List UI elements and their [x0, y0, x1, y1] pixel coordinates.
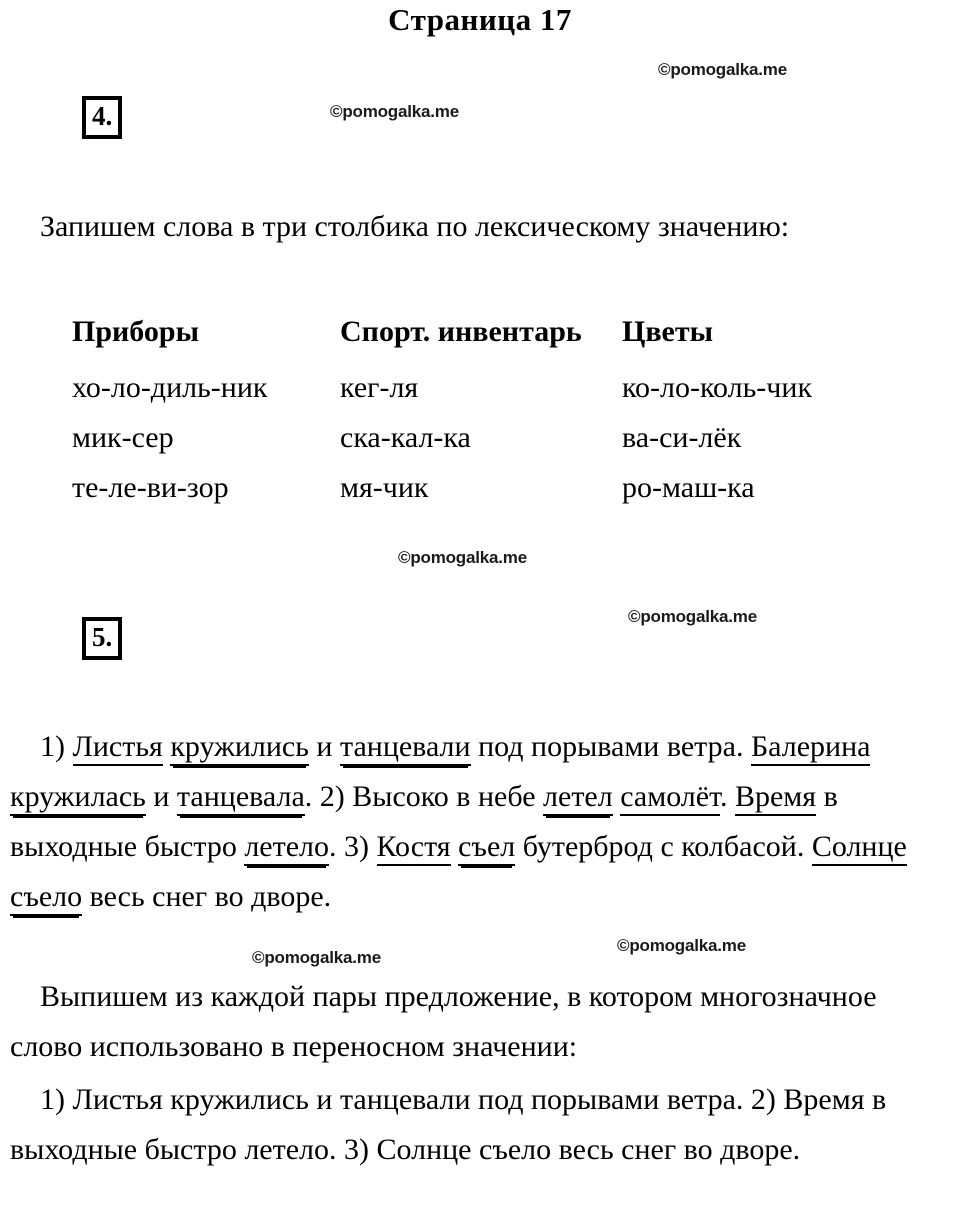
predicate-underline: танцевали	[340, 730, 471, 766]
exercise-number-4: 4.	[82, 96, 122, 139]
word-cell: ва-си-лёк	[622, 421, 742, 454]
subject-underline: Балерина	[751, 730, 871, 766]
page-title: Страница 17	[388, 2, 572, 37]
word-cell: те-ле-ви-зор	[72, 471, 229, 504]
watermark-pomogalka: ©pomogalka.me	[658, 60, 787, 79]
table-row	[72, 413, 952, 463]
watermark-pomogalka: ©pomogalka.me	[330, 102, 459, 121]
table-row	[72, 463, 952, 513]
exercise5-marked-sentences	[10, 722, 950, 922]
plain-text: . 3)	[329, 830, 377, 863]
predicate-underline: танцевала	[177, 780, 305, 816]
exercise5-task-prompt: Выпишем из каждой пары предложение, в котором многозначное слово использовано в переносном значении:	[10, 980, 877, 1063]
predicate-underline: летел	[543, 780, 613, 816]
plain-text: весь снег во дворе.	[82, 880, 332, 913]
word-cell: мик-сер	[72, 421, 174, 454]
predicate-underline: съело	[10, 880, 82, 916]
plain-text: и	[308, 730, 340, 763]
word-cell: ска-кал-ка	[340, 421, 471, 454]
subject-underline: Время	[735, 780, 816, 816]
word-cell: ро-маш-ка	[622, 471, 755, 504]
subject-underline: Костя	[377, 830, 451, 866]
plain-text: бутерброд с колбасой.	[515, 830, 812, 863]
column-header-sport: Спорт. инвентарь	[340, 315, 582, 348]
plain-text: под порывами ветра.	[470, 730, 751, 763]
table-header-row	[72, 307, 952, 357]
plain-text: 1)	[40, 730, 73, 763]
subject-underline: Солнце	[812, 830, 907, 866]
exercise5-answer: 1) Листья кружились и танцевали под порывами ветра. 2) Время в выходные быстро летело. 3) Солнце съело весь снег во дворе.	[10, 1083, 887, 1166]
column-header-flowers: Цветы	[622, 315, 714, 348]
word-cell: хо-ло-диль-ник	[72, 371, 268, 404]
exercise-number-5: 5.	[82, 617, 122, 660]
plain-text: .	[719, 780, 735, 813]
predicate-underline: кружились	[170, 730, 309, 766]
table-row	[72, 363, 952, 413]
subject-underline: самолёт	[620, 780, 720, 816]
plain-text: в выходные быстро	[10, 780, 838, 863]
plain-text: и	[145, 780, 177, 813]
plain-text	[451, 830, 459, 863]
watermark-pomogalka: ©pomogalka.me	[398, 548, 527, 567]
exercise4-prompt: Запишем слова в три столбика по лексическому значению:	[40, 210, 790, 243]
plain-text: . 2) Высоко в небе	[304, 780, 544, 813]
predicate-underline: кружилась	[10, 780, 146, 816]
word-cell: ко-ло-коль-чик	[622, 371, 813, 404]
watermark-pomogalka: ©pomogalka.me	[617, 936, 746, 955]
word-columns-table	[72, 307, 952, 513]
watermark-pomogalka: ©pomogalka.me	[628, 607, 757, 626]
predicate-underline: съел	[458, 830, 515, 866]
watermark-pomogalka: ©pomogalka.me	[252, 948, 381, 967]
column-header-devices: Приборы	[72, 315, 200, 348]
word-cell: мя-чик	[340, 471, 429, 504]
word-cell: кег-ля	[340, 371, 419, 404]
subject-underline: Листья	[73, 730, 163, 766]
predicate-underline: летело	[244, 830, 329, 866]
